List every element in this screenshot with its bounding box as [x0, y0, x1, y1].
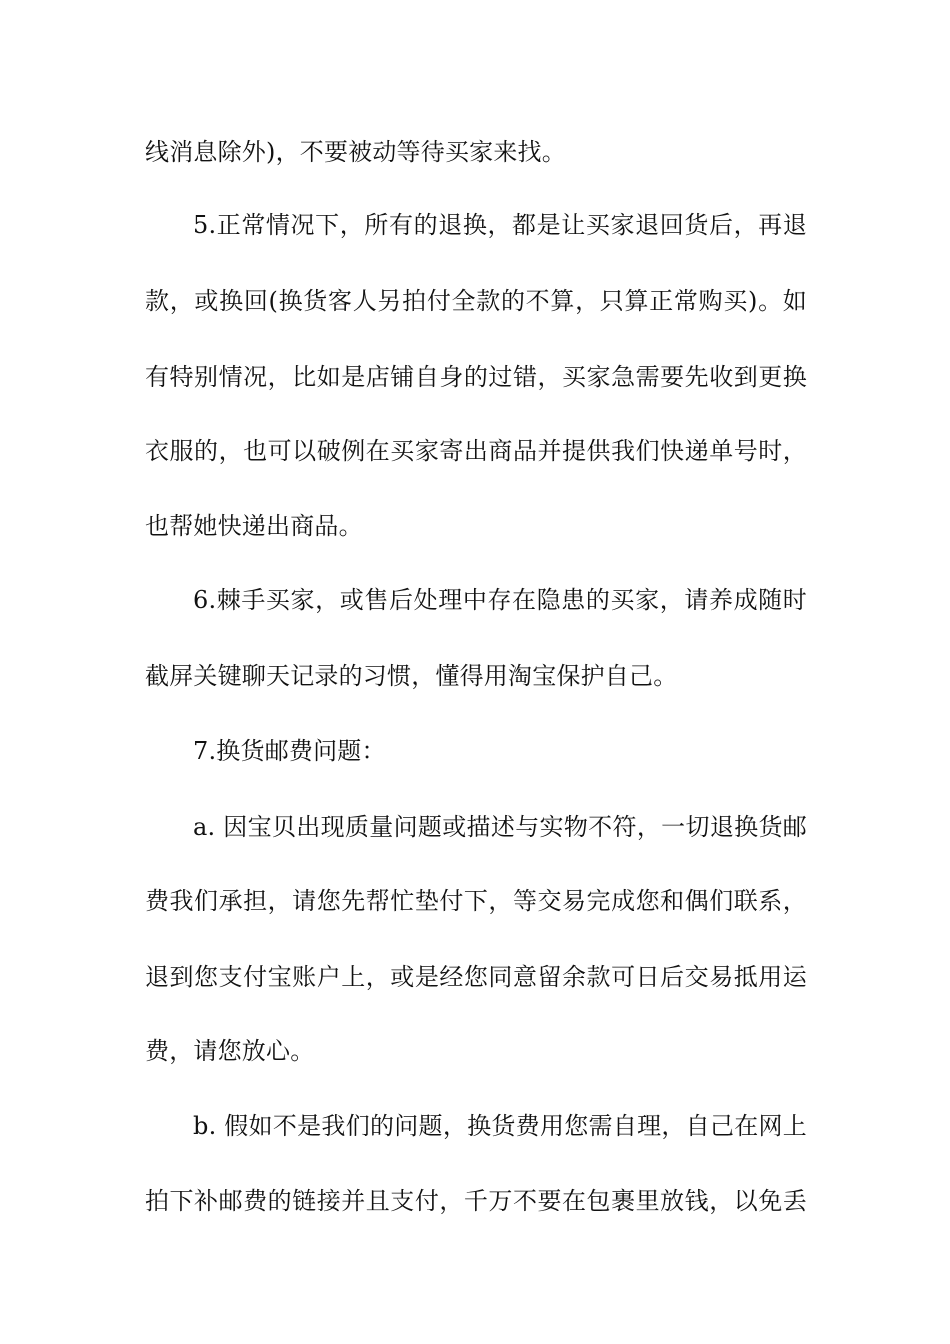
text-line: 退到您支付宝账户上，或是经您同意留余款可日后交易抵用运: [145, 963, 807, 991]
text-line: 6.棘手买家，或售后处理中存在隐患的买家，请养成随时: [193, 586, 807, 614]
text-line: 线消息除外)，不要被动等待买家来找。: [145, 138, 566, 166]
text-line: 截屏关键聊天记录的习惯，懂得用淘宝保护自己。: [145, 662, 678, 690]
text-line: 5.正常情况下，所有的退换，都是让买家退回货后，再退: [193, 211, 807, 239]
text-line: 款，或换回(换货客人另拍付全款的不算，只算正常购买)。如: [145, 287, 807, 315]
text-line: 费，请您放心。: [145, 1037, 315, 1065]
text-line: 7.换货邮费问题：: [193, 737, 386, 765]
text-line: 拍下补邮费的链接并且支付，千万不要在包裹里放钱，以免丢: [145, 1187, 807, 1215]
text-line: a. 因宝贝出现质量问题或描述与实物不符，一切退换货邮: [193, 813, 807, 841]
text-line: 也帮她快递出商品。: [145, 512, 363, 540]
text-line: 有特别情况，比如是店铺自身的过错，买家急需要先收到更换: [145, 363, 807, 391]
text-line: b. 假如不是我们的问题，换货费用您需自理，自己在网上: [193, 1112, 807, 1140]
text-line: 衣服的，也可以破例在买家寄出商品并提供我们快递单号时，: [145, 437, 807, 465]
text-line: 费我们承担，请您先帮忙垫付下，等交易完成您和偶们联系，: [145, 887, 807, 915]
